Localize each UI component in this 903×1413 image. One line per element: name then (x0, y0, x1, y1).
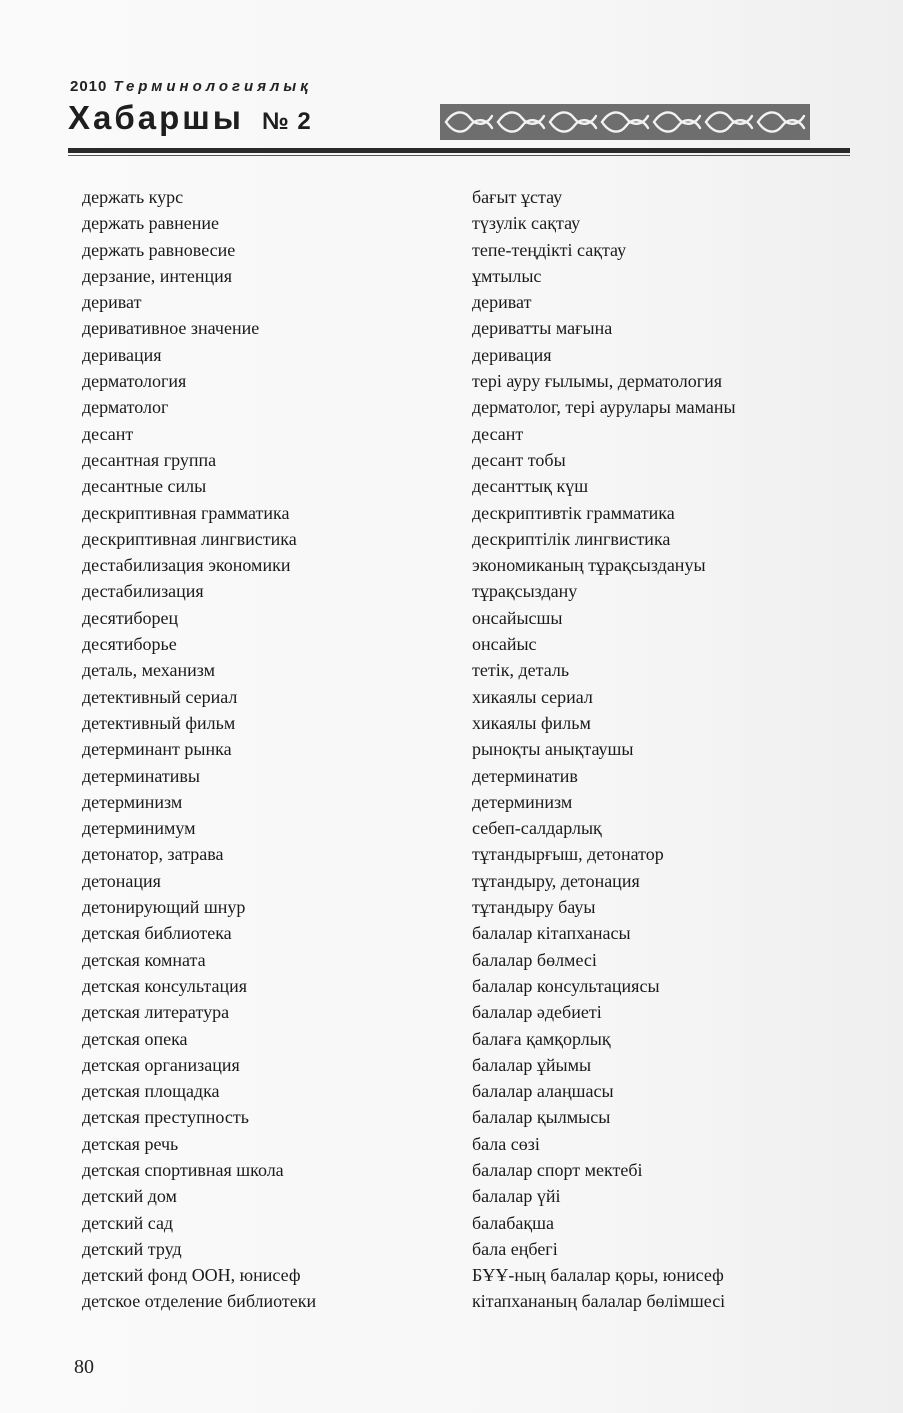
kazakh-term: бағыт ұстау (472, 187, 563, 207)
kazakh-term: тетік, деталь (472, 660, 570, 681)
russian-term: детская спортивная школа (82, 1159, 284, 1180)
kazakh-term: түзулік сақтау (472, 213, 581, 234)
journal-year-line (70, 78, 312, 95)
russian-term: дерзание, интенция (82, 265, 233, 286)
russian-term: детский сад (82, 1212, 174, 1233)
russian-term: дескриптивная лингвистика (82, 528, 297, 549)
kazakh-term: бала сөзі (472, 1133, 540, 1154)
kazakh-term: экономиканың тұрақсыздануы (472, 555, 706, 576)
russian-term: детская литература (82, 1002, 230, 1023)
kazakh-term: балалар консультациясы (472, 975, 660, 996)
kazakh-term: дериват (472, 292, 532, 313)
kazakh-term: кітапхананың балалар бөлімшесі (472, 1291, 726, 1312)
header-rule-thin (68, 155, 850, 156)
russian-terms-column (82, 184, 316, 1315)
russian-term: детская организация (82, 1054, 240, 1075)
kazakh-term: балалар бөлмесі (472, 949, 597, 970)
kazakh-term: тұтандырғыш, детонатор (472, 844, 664, 865)
kazakh-term: балалар алаңшасы (472, 1081, 614, 1102)
kazakh-term: БҰҰ-ның балалар қоры, юнисеф (472, 1265, 724, 1286)
russian-term: деталь, механизм (82, 660, 215, 681)
russian-term: держать курс (82, 187, 184, 207)
kazakh-term: детерминатив (472, 765, 578, 786)
kazakh-term: тұрақсыздану (472, 581, 578, 602)
russian-term: десятиборье (82, 634, 177, 655)
kazakh-term: онсайыс (472, 634, 537, 655)
russian-term: детерминимум (82, 818, 196, 839)
kazakh-term: дериватты мағына (472, 318, 613, 339)
kazakh-term: балабақша (472, 1212, 555, 1233)
kazakh-term: рыноқты анықтаушы (472, 739, 634, 760)
russian-term: детская речь (82, 1133, 179, 1154)
russian-term: держать равнение (82, 213, 220, 234)
kazakh-term: тепе-теңдікті сақтау (472, 239, 627, 260)
kazakh-term: балалар спорт мектебі (472, 1159, 643, 1180)
russian-term: деривативное значение (82, 318, 260, 339)
kazakh-term: десант (472, 423, 524, 444)
kazakh-term: хикаялы фильм (472, 712, 591, 733)
russian-term: детское отделение библиотеки (82, 1291, 317, 1312)
russian-term: детективный фильм (82, 712, 236, 733)
russian-term: детерминизм (82, 791, 183, 812)
kazakh-term: себеп-салдарлық (472, 818, 602, 839)
russian-term: десантная группа (82, 449, 217, 470)
russian-term: десантные силы (82, 476, 207, 497)
russian-term: детская площадка (82, 1081, 220, 1102)
kazakh-term: онсайысшы (472, 607, 563, 628)
russian-term: детская комната (82, 949, 206, 970)
russian-term: дескриптивная грамматика (82, 502, 290, 523)
russian-term: дестабилизация экономики (82, 555, 291, 576)
kazakh-term: десанттық күш (472, 476, 589, 497)
kazakh-term: балалар үйі (472, 1186, 561, 1207)
russian-term: дерматология (82, 371, 187, 392)
russian-term: детерминант рынка (82, 739, 232, 760)
kazakh-term: тұтандыру бауы (472, 897, 596, 918)
kazakh-term: десант тобы (472, 449, 566, 470)
russian-term: детская консультация (82, 975, 248, 996)
kazakh-term: балалар әдебиеті (472, 1002, 602, 1023)
kazakh-term: балаға қамқорлық (472, 1028, 611, 1049)
russian-term: детская библиотека (82, 923, 232, 944)
kazakh-term: дерматолог, тері аурулары маманы (472, 397, 736, 418)
russian-term: детская преступность (82, 1107, 249, 1128)
russian-term: детская опека (82, 1028, 188, 1049)
russian-term: детонация (82, 870, 161, 891)
header-rule (68, 148, 850, 153)
russian-term: детский труд (82, 1238, 182, 1259)
journal-year: 2010 (70, 78, 108, 95)
kazakh-term: балалар кітапханасы (472, 923, 631, 944)
kazakh-term: балалар ұйымы (472, 1054, 592, 1075)
kazakh-term: детерминизм (472, 791, 573, 812)
kazakh-term: дескриптивтік грамматика (472, 502, 675, 523)
kazakh-term: деривация (472, 344, 552, 365)
journal-issue-number: № 2 (262, 108, 312, 135)
russian-term: детонирующий шнур (82, 897, 246, 918)
russian-term: десант (82, 423, 134, 444)
journal-subtitle: Терминологиялық (113, 78, 312, 95)
journal-title: Хабаршы (68, 99, 244, 136)
kazakh-term: ұмтылыс (472, 265, 542, 286)
russian-term: детерминативы (82, 765, 201, 786)
kazakh-term: бала еңбегі (472, 1238, 558, 1259)
kazakh-term: тері ауру ғылымы, дерматология (472, 371, 723, 392)
russian-term: держать равновесие (82, 239, 236, 260)
russian-term: детский фонд ООН, юнисеф (82, 1265, 301, 1286)
ornament-band-icon (440, 104, 810, 140)
kazakh-term: тұтандыру, детонация (472, 870, 640, 891)
kazakh-term: балалар қылмысы (472, 1107, 611, 1128)
russian-term: детский дом (82, 1186, 177, 1207)
russian-term: дериват (82, 292, 142, 313)
russian-term: дестабилизация (82, 581, 204, 602)
kazakh-term: хикаялы сериал (472, 686, 593, 707)
russian-term: дерматолог (82, 397, 169, 418)
kazakh-terms-column (472, 184, 736, 1315)
russian-term: детонатор, затрава (82, 844, 224, 865)
russian-term: десятиборец (82, 607, 179, 628)
kazakh-term: дескриптілік лингвистика (472, 528, 671, 549)
russian-term: детективный сериал (82, 686, 238, 707)
russian-term: деривация (82, 344, 162, 365)
page-number: 80 (74, 1356, 94, 1378)
